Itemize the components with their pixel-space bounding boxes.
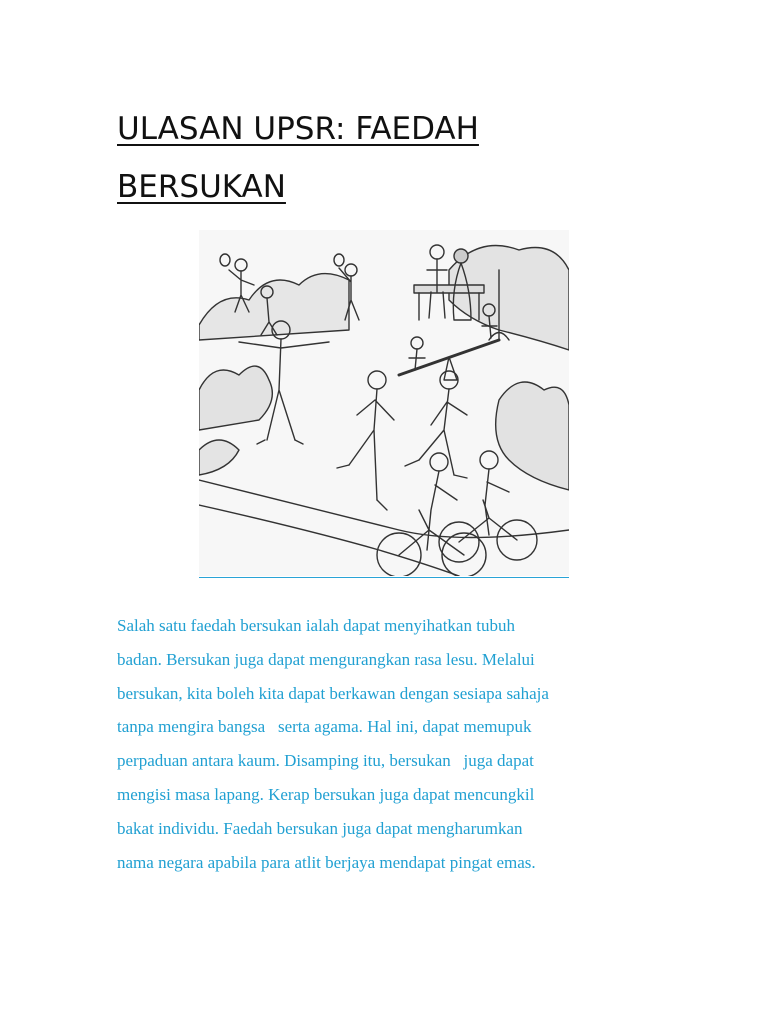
body-line: tanpa mengira bangsa serta agama. Hal ini, dapat memupuk (117, 717, 532, 737)
body-line: mengisi masa lapang. Kerap bersukan juga dapat mencungkil (117, 784, 535, 804)
body-line: bersukan, kita boleh kita dapat berkawan dengan sesiapa sahaja (117, 683, 549, 703)
body-line: perpaduan antara kaum. Disamping itu, bersukan juga dapat (117, 751, 534, 771)
article-body (117, 609, 657, 879)
body-line: bakat individu. Faedah bersukan juga dapat mengharumkan (117, 818, 523, 838)
page-title (117, 100, 637, 216)
body-line: Salah satu faedah bersukan ialah dapat menyihatkan tubuh (117, 616, 515, 635)
body-line: nama negara apabila para atlit berjaya mendapat pingat emas. (117, 852, 536, 872)
title-line-1: ULASAN UPSR: FAEDAH (117, 111, 479, 147)
title-line-2: BERSUKAN (117, 169, 286, 205)
body-line: badan. Bersukan juga dapat mengurangkan rasa lesu. Melalui (117, 649, 535, 669)
image-underline-divider (199, 577, 569, 578)
park-sports-illustration-icon (199, 230, 569, 576)
